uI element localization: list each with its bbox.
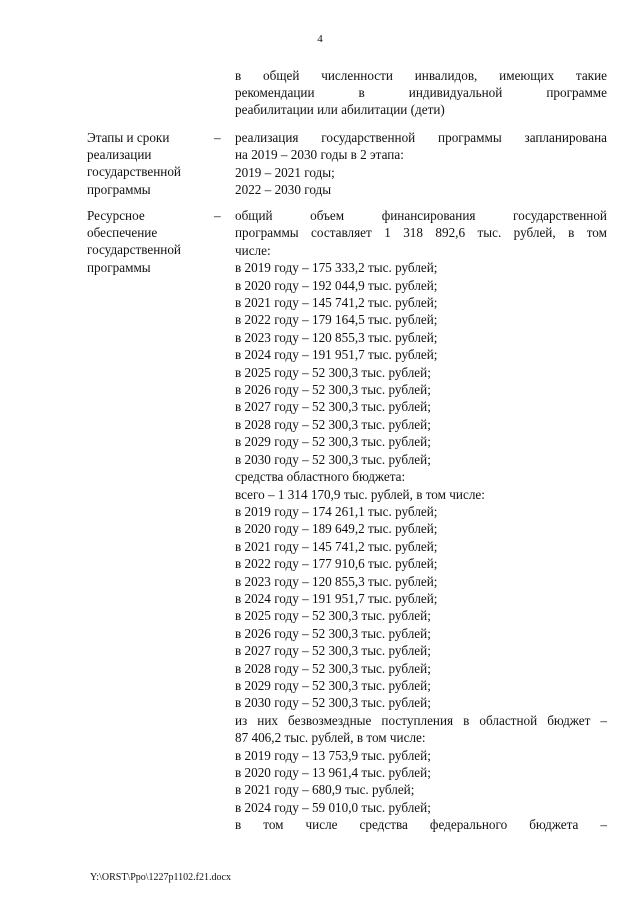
text-line: в 2024 году – 59 010,0 тыс. рублей; [235,799,431,815]
text-line: всего – 1 314 170,9 тыс. рублей, в том числе: [235,486,485,502]
text-line: в 2023 году – 120 855,3 тыс. рублей; [235,573,438,589]
text-line: в 2028 году – 52 300,3 тыс. рублей; [235,416,431,432]
text-line: в 2029 году – 52 300,3 тыс. рублей; [235,434,431,450]
text-line: в 2019 году – 13 753,9 тыс. рублей; [235,747,431,763]
top-continuation-text [235,67,607,119]
text-line: в 2022 году – 177 910,6 тыс. рублей; [235,556,438,572]
row-content [235,207,607,834]
label-line: реализации [87,147,152,163]
text-line: в 2020 году – 13 961,4 тыс. рублей; [235,765,431,780]
text-line: в 2030 году – 52 300,3 тыс. рублей; [235,451,431,467]
label-line: программы [87,181,151,197]
row-label [87,129,207,198]
text-line: реализация государственной программы запланирована [235,130,607,145]
page-number: 4 [317,33,323,45]
row-content [235,129,607,199]
text-line: реабилитации или абилитации (дети) [235,102,445,118]
text-line: в 2030 году – 52 300,3 тыс. рублей; [235,695,431,711]
text-line: в 2023 году – 120 855,3 тыс. рублей; [235,329,438,345]
text-line: числе: [235,242,271,258]
label-line: государственной [87,242,181,258]
text-line: в 2025 году – 52 300,3 тыс. рублей; [235,608,431,624]
text-line: в 2024 году – 191 951,7 тыс. рублей; [235,590,438,606]
text-line: 87 406,2 тыс. рублей, в том числе: [235,730,426,746]
label-line: Этапы и сроки [87,130,170,145]
label-line: обеспечение [87,225,158,241]
label-line: Ресурсное [87,208,145,223]
text-line: в 2020 году – 189 649,2 тыс. рублей; [235,521,438,537]
text-line: 2022 – 2030 годы [235,182,332,198]
text-line: общий объем финансирования государственной [235,208,607,223]
text-line: в общей численности инвалидов, имеющих такие [235,68,607,83]
text-line: программы составляет 1 318 892,6 тыс. рублей, в том [235,225,607,241]
text-line: на 2019 – 2030 годы в 2 этапа: [235,147,404,163]
label-line: программы [87,259,151,275]
text-line: в 2027 году – 52 300,3 тыс. рублей; [235,399,431,415]
text-line: средства областного бюджета: [235,469,406,485]
label-line: государственной [87,164,181,180]
row-dash: – [214,130,221,145]
text-line: в 2029 году – 52 300,3 тыс. рублей; [235,677,431,693]
text-line: в 2027 году – 52 300,3 тыс. рублей; [235,643,431,659]
text-line: в 2028 году – 52 300,3 тыс. рублей; [235,660,431,676]
row-label [87,207,207,276]
row-dash: – [214,208,221,223]
text-line: в 2021 году – 145 741,2 тыс. рублей; [235,295,438,311]
text-line: в том числе средства федерального бюджета – [235,817,607,833]
text-line: в 2026 году – 52 300,3 тыс. рублей; [235,382,431,398]
text-line: в 2019 году – 174 261,1 тыс. рублей; [235,503,438,519]
file-path-footer: Y:\ORST\Ppo\1227p1102.f21.docx [90,872,231,883]
text-line: в 2019 году – 175 333,2 тыс. рублей; [235,260,438,276]
text-line: в 2024 году – 191 951,7 тыс. рублей; [235,347,438,363]
text-line: в 2020 году – 192 044,9 тыс. рублей; [235,277,438,293]
text-line: в 2021 году – 145 741,2 тыс. рублей; [235,538,438,554]
text-line: в 2021 году – 680,9 тыс. рублей; [235,782,415,798]
text-line: в 2026 году – 52 300,3 тыс. рублей; [235,625,431,641]
text-line: в 2025 году – 52 300,3 тыс. рублей; [235,364,431,380]
text-line: рекомендации в индивидуальной программе [235,85,607,101]
text-line: в 2022 году – 179 164,5 тыс. рублей; [235,312,438,328]
text-line: 2019 – 2021 годы; [235,164,335,180]
text-line: из них безвозмездные поступления в областной бюджет – [235,712,607,728]
